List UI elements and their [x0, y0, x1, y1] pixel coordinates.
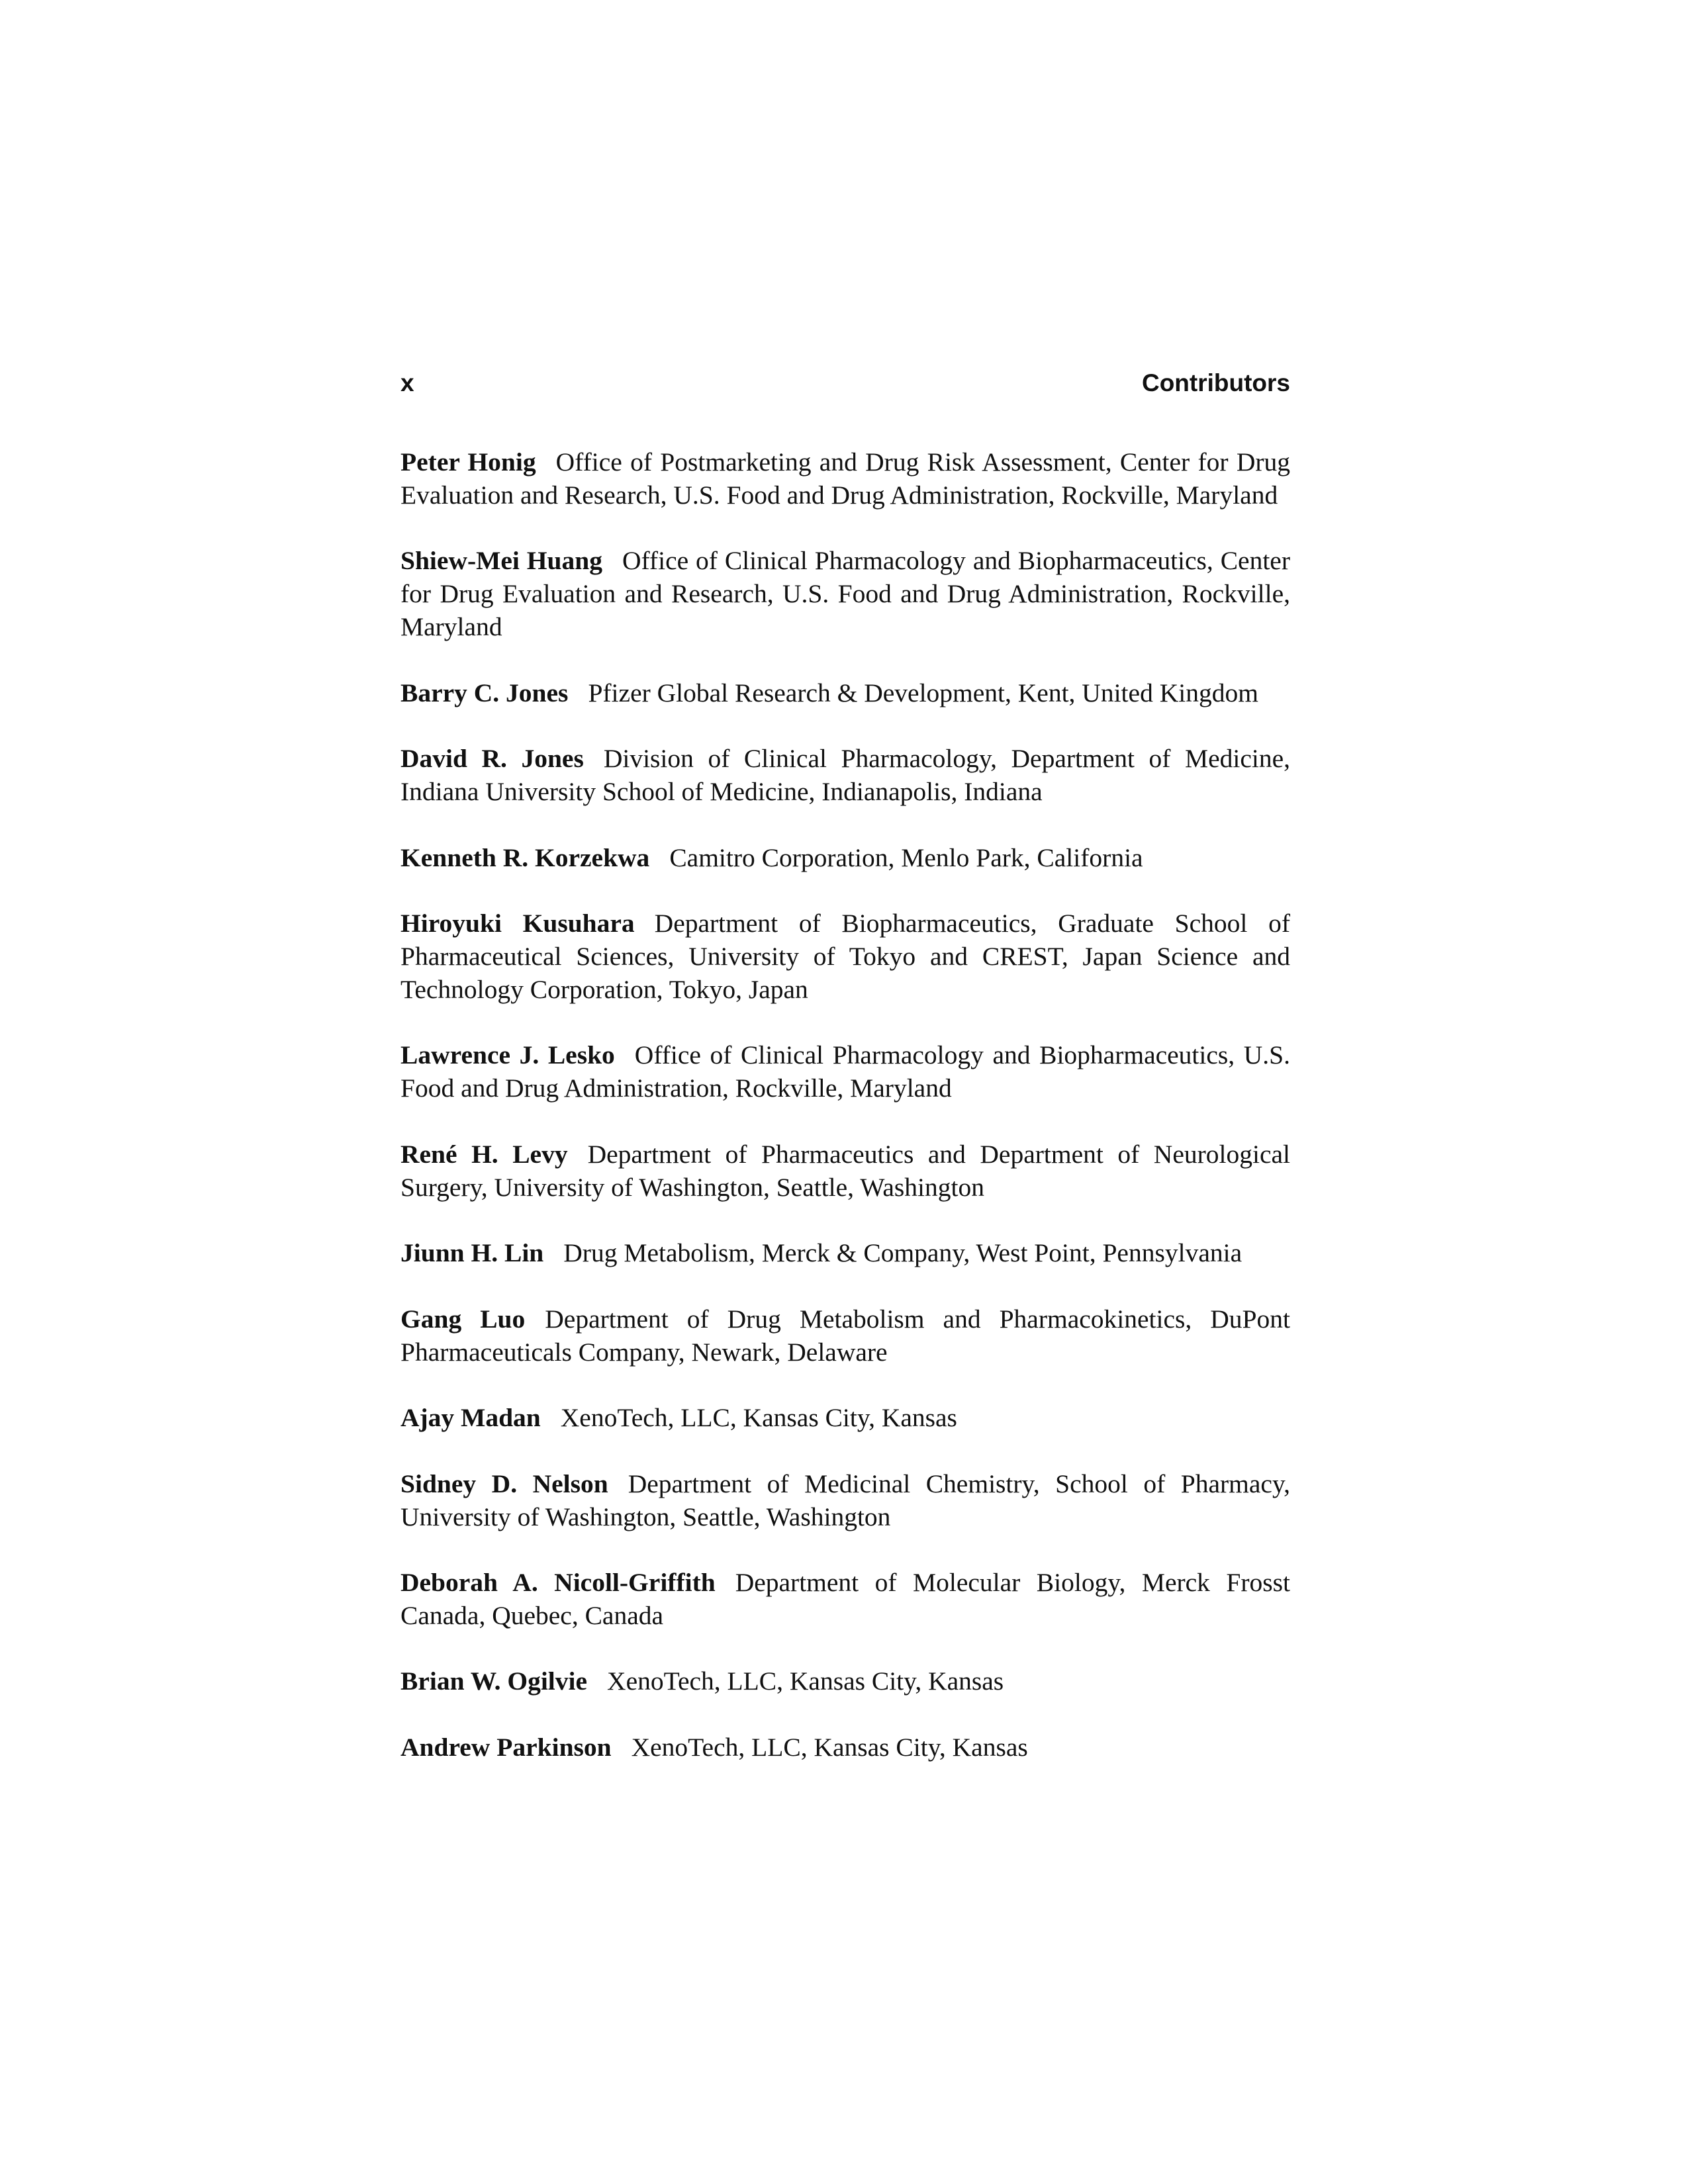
contributor-entry — [400, 1237, 1290, 1270]
contributor-name: René H. Levy — [400, 1139, 568, 1169]
contributor-entry — [400, 446, 1290, 512]
contributor-entry — [400, 545, 1290, 643]
contributor-name: David R. Jones — [400, 744, 584, 774]
contributor-name: Kenneth R. Korzekwa — [400, 842, 650, 872]
contributor-name: Barry C. Jones — [400, 678, 569, 707]
contributor-entry — [400, 1468, 1290, 1534]
contributor-affiliation: Department of Pharmaceutics and Department of Neurological Surgery, University of Washington, Seattle, Washington — [400, 1139, 1290, 1202]
contributor-name: Ajay Madan — [400, 1403, 541, 1433]
contributor-entry — [400, 1039, 1290, 1105]
contributor-entry — [400, 677, 1290, 710]
contributor-entry — [400, 743, 1290, 809]
contributor-affiliation: Office of Clinical Pharmacology and Biopharmaceutics, U.S. Food and Drug Administration, Rockville, Maryland — [400, 1040, 1290, 1103]
contributor-name: Peter Honig — [400, 447, 536, 477]
contributor-affiliation: XenoTech, LLC, Kansas City, Kansas — [607, 1666, 1004, 1696]
contributor-name: Hiroyuki Kusuhara — [400, 909, 635, 938]
contributor-affiliation: Camitro Corporation, Menlo Park, California — [669, 842, 1143, 872]
contributor-affiliation: Office of Clinical Pharmacology and Biopharmaceutics, Center for Drug Evaluation and Research, U.S. Food and Drug Administration, Rockville, Maryland — [400, 546, 1290, 641]
contributor-affiliation: Pfizer Global Research & Development, Kent, United Kingdom — [588, 678, 1258, 707]
contributor-affiliation: Office of Postmarketing and Drug Risk Assessment, Center for Drug Evaluation and Research, U.S. Food and Drug Administration, Rockville, Maryland — [400, 447, 1290, 510]
contributor-affiliation: Department of Medicinal Chemistry, School of Pharmacy, University of Washington, Seattle, Washington — [400, 1469, 1290, 1531]
contributor-affiliation: XenoTech, LLC, Kansas City, Kansas — [631, 1733, 1028, 1762]
contributor-entry — [400, 1731, 1290, 1764]
contributor-affiliation: Department of Molecular Biology, Merck Frosst Canada, Quebec, Canada — [400, 1568, 1290, 1630]
contributor-entry — [400, 907, 1290, 1006]
contributor-entry — [400, 842, 1290, 875]
page-header — [400, 369, 1290, 409]
contributor-entry — [400, 1138, 1290, 1205]
contributor-entry — [400, 1665, 1290, 1698]
contributor-name: Shiew-Mei Huang — [400, 546, 602, 576]
page-number: x — [400, 369, 414, 396]
contributor-name: Sidney D. Nelson — [400, 1469, 608, 1498]
contributor-affiliation: Drug Metabolism, Merck & Company, West Point, Pennsylvania — [563, 1238, 1243, 1268]
contributor-entry — [400, 1303, 1290, 1369]
contributor-entry — [400, 1402, 1290, 1435]
contributor-entry — [400, 1567, 1290, 1633]
running-title: Contributors — [1141, 369, 1290, 396]
contributor-affiliation: Department of Biopharmaceutics, Graduate School of Pharmaceutical Sciences, University of Tokyo and CREST, Japan Science and Technology Corporation, Tokyo, Japan — [400, 909, 1290, 1004]
contributor-name: Jiunn H. Lin — [400, 1238, 544, 1268]
contributor-name: Deborah A. Nicoll-Griffith — [400, 1568, 716, 1598]
contributor-name: Lawrence J. Lesko — [400, 1040, 615, 1070]
contributor-name: Andrew Parkinson — [400, 1733, 612, 1762]
contributor-affiliation: Department of Drug Metabolism and Pharmacokinetics, DuPont Pharmaceuticals Company, Newark, Delaware — [400, 1304, 1290, 1367]
contributor-name: Gang Luo — [400, 1304, 526, 1334]
contributor-name: Brian W. Ogilvie — [400, 1666, 588, 1696]
contributor-affiliation: XenoTech, LLC, Kansas City, Kansas — [560, 1403, 957, 1433]
contributor-list — [400, 446, 1290, 1797]
contributor-affiliation: Division of Clinical Pharmacology, Department of Medicine, Indiana University School of Medicine, Indianapolis, Indiana — [400, 744, 1290, 806]
